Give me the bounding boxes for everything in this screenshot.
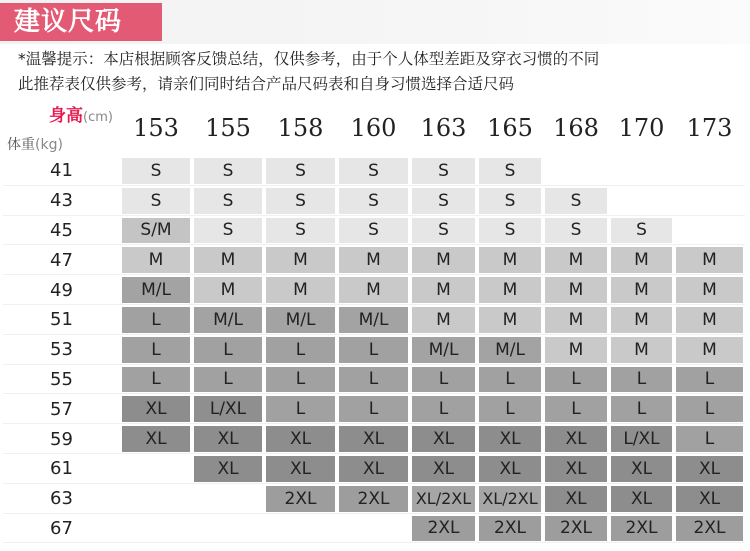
size-cell: S <box>412 188 475 214</box>
height-header-168: 168 <box>553 114 599 142</box>
size-cell: XL <box>545 426 607 452</box>
height-header-160: 160 <box>350 114 397 142</box>
size-cell: S <box>545 188 607 214</box>
size-cell: L <box>611 396 672 422</box>
size-cell: 2XL <box>266 486 335 512</box>
size-cell: M <box>479 307 541 333</box>
size-cell: 2XL <box>676 516 743 542</box>
size-cell: XL <box>545 456 607 482</box>
size-cell: S <box>266 218 335 244</box>
size-cell: S <box>545 218 607 244</box>
height-header-153: 153 <box>133 114 179 142</box>
weight-header-61: 61 <box>50 458 73 480</box>
size-cell: XL <box>412 426 475 452</box>
size-cell: L <box>611 367 672 393</box>
size-cell: 2XL <box>412 516 475 542</box>
size-cell: M <box>611 337 672 363</box>
size-cell: XL <box>194 426 262 452</box>
weight-header-45: 45 <box>50 219 73 241</box>
size-cell: S <box>266 188 335 214</box>
size-cell: M/L <box>266 307 335 333</box>
size-cell: S <box>479 188 541 214</box>
size-cell: XL <box>194 456 262 482</box>
size-cell: M <box>479 247 541 273</box>
size-cell: M <box>611 277 672 303</box>
size-cell: M <box>676 337 743 363</box>
size-cell: M <box>676 307 743 333</box>
size-cell: XL <box>412 456 475 482</box>
size-cell: S <box>339 188 408 214</box>
size-cell: XL <box>479 456 541 482</box>
weight-header-55: 55 <box>50 368 73 390</box>
size-cell: XL <box>676 486 743 512</box>
size-cell: M/L <box>339 307 408 333</box>
size-cell: XL/2XL <box>479 486 541 512</box>
size-cell: M/L <box>412 337 475 363</box>
size-cell: M <box>412 277 475 303</box>
size-cell: M <box>412 247 475 273</box>
size-cell: L <box>266 337 335 363</box>
size-cell: M <box>339 277 408 303</box>
size-cell: M <box>545 277 607 303</box>
size-cell: XL <box>545 486 607 512</box>
size-cell: L <box>412 396 475 422</box>
size-cell: S <box>194 218 262 244</box>
weight-header-49: 49 <box>50 279 73 301</box>
size-cell: 2XL <box>545 516 607 542</box>
size-cell: S <box>122 158 190 184</box>
size-cell: L <box>194 367 262 393</box>
size-cell: M <box>545 337 607 363</box>
size-cell: L <box>339 367 408 393</box>
size-cell: M <box>266 247 335 273</box>
height-axis-label: 身高(cm) <box>49 106 113 126</box>
size-cell: XL <box>611 486 672 512</box>
size-cell: M <box>339 247 408 273</box>
size-cell: S <box>194 188 262 214</box>
size-cell: L <box>194 337 262 363</box>
size-cell: L <box>122 367 190 393</box>
height-header-170: 170 <box>618 114 665 142</box>
size-cell: XL <box>339 426 408 452</box>
size-cell: XL <box>122 426 190 452</box>
size-cell: XL <box>676 456 743 482</box>
size-cell: L <box>545 396 607 422</box>
size-cell: S <box>611 218 672 244</box>
size-cell: S <box>194 158 262 184</box>
weight-header-51: 51 <box>50 309 73 331</box>
weight-header-53: 53 <box>50 339 73 361</box>
size-cell: M/L <box>479 337 541 363</box>
size-cell: M <box>545 307 607 333</box>
note-line-2: 此推荐表仅供参考，请亲们同时结合产品尺码表和自身习惯选择合适尺码 <box>18 75 515 93</box>
height-header-173: 173 <box>686 114 733 142</box>
size-cell: L <box>412 367 475 393</box>
size-cell: M <box>611 247 672 273</box>
size-cell: M <box>194 247 262 273</box>
size-cell: M <box>545 247 607 273</box>
size-cell: XL <box>611 456 672 482</box>
size-cell: L <box>676 367 743 393</box>
size-cell: M <box>479 277 541 303</box>
size-cell: S <box>479 158 541 184</box>
size-cell: M <box>122 247 190 273</box>
size-cell: M/L <box>194 307 262 333</box>
size-cell: L <box>266 367 335 393</box>
size-cell: M <box>194 277 262 303</box>
size-cell: L <box>676 426 743 452</box>
size-cell: S <box>412 218 475 244</box>
size-cell: L <box>339 337 408 363</box>
size-cell: L/XL <box>194 396 262 422</box>
size-cell: XL <box>266 456 335 482</box>
size-cell: S <box>339 158 408 184</box>
size-cell: M <box>611 307 672 333</box>
size-cell: M/L <box>122 277 190 303</box>
size-cell: XL <box>266 426 335 452</box>
size-cell: S <box>479 218 541 244</box>
size-cell: M <box>676 247 743 273</box>
size-cell: S <box>122 188 190 214</box>
size-cell: XL <box>339 456 408 482</box>
weight-axis-label: 体重(kg) <box>7 137 63 153</box>
size-cell: 2XL <box>611 516 672 542</box>
size-cell: XL/2XL <box>412 486 475 512</box>
size-cell: XL <box>479 426 541 452</box>
size-cell: L/XL <box>611 426 672 452</box>
size-cell: M <box>676 277 743 303</box>
size-cell: L <box>339 396 408 422</box>
weight-header-67: 67 <box>50 517 73 539</box>
size-cell: L <box>479 367 541 393</box>
height-header-163: 163 <box>420 114 467 142</box>
size-cell: M <box>266 277 335 303</box>
size-cell: 2XL <box>339 486 408 512</box>
weight-header-57: 57 <box>50 398 73 420</box>
weight-header-41: 41 <box>50 160 73 182</box>
size-cell: L <box>122 307 190 333</box>
table-corner-header <box>3 98 120 156</box>
weight-header-43: 43 <box>50 190 73 212</box>
height-header-165: 165 <box>487 114 533 142</box>
note-line-1: *温馨提示：本店根据顾客反馈总结，仅供参考，由于个人体型差距及穿衣习惯的不同 <box>18 50 600 68</box>
height-header-158: 158 <box>277 114 324 142</box>
weight-header-59: 59 <box>50 428 73 450</box>
size-cell: S <box>266 158 335 184</box>
size-cell: L <box>479 396 541 422</box>
title-block <box>0 3 162 41</box>
page-title: 建议尺码 <box>14 7 123 37</box>
size-cell: M <box>412 307 475 333</box>
height-header-155: 155 <box>205 114 251 142</box>
size-cell: S/M <box>122 218 190 244</box>
size-cell: L <box>266 396 335 422</box>
size-recommendation-table <box>3 98 745 544</box>
size-cell: XL <box>122 396 190 422</box>
size-cell: L <box>122 337 190 363</box>
size-cell: 2XL <box>479 516 541 542</box>
weight-header-47: 47 <box>50 249 73 271</box>
size-cell: S <box>412 158 475 184</box>
size-cell: S <box>339 218 408 244</box>
size-cell: L <box>676 396 743 422</box>
size-cell: L <box>545 367 607 393</box>
weight-header-63: 63 <box>50 488 73 510</box>
